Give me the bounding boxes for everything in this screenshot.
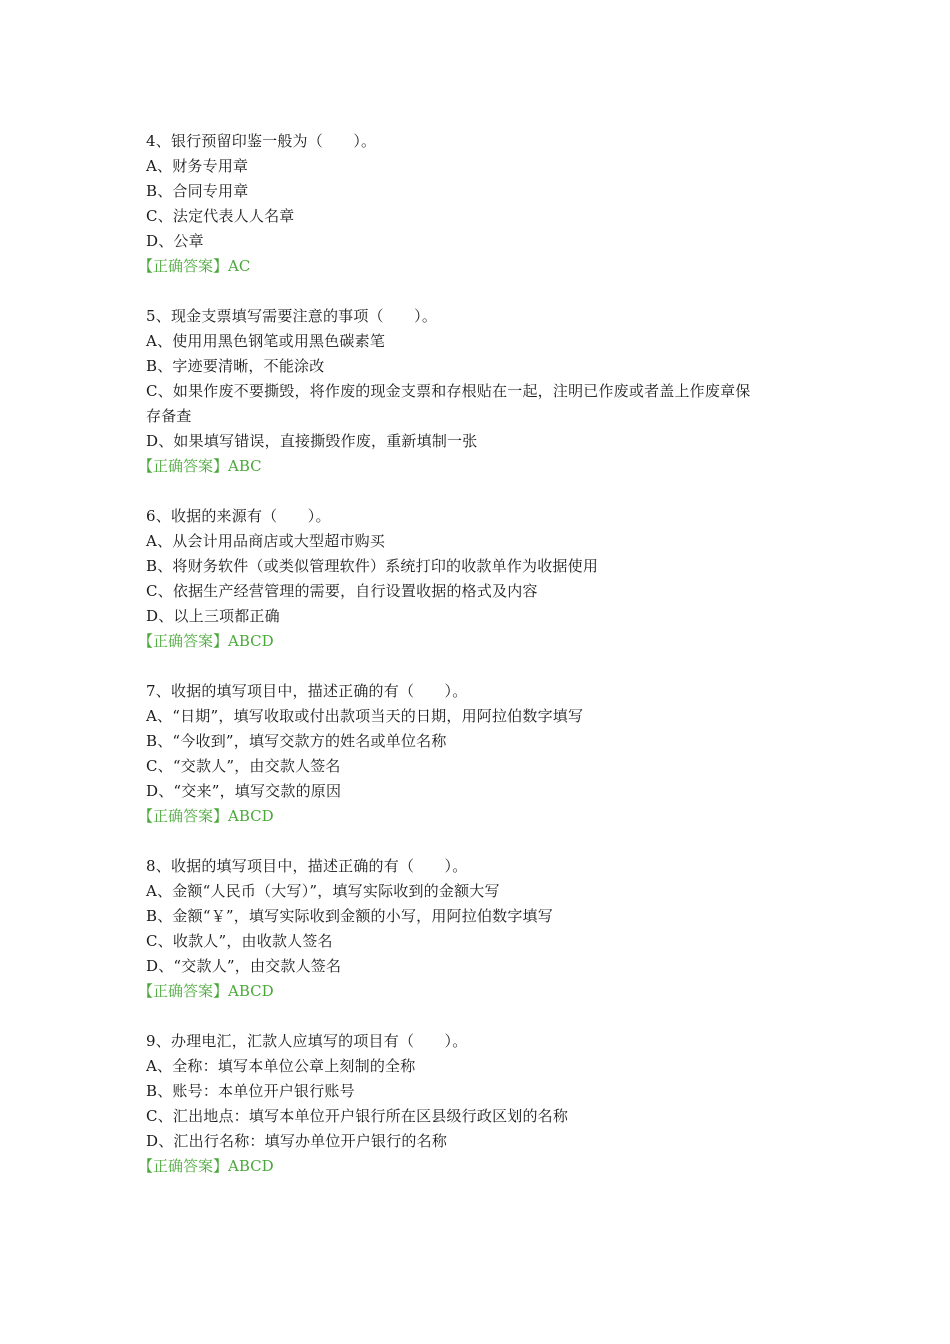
correct-answer: 【正确答案】AC [138, 257, 251, 275]
option-b: B、“今收到”，填写交款方的姓名或单位名称 [146, 732, 447, 750]
option-c: C、依据生产经营管理的需要，自行设置收据的格式及内容 [146, 582, 538, 600]
question-5 [138, 304, 826, 479]
correct-answer: 【正确答案】ABCD [138, 807, 274, 825]
question-stem: 7、收据的填写项目中，描述正确的有（ ）。 [146, 682, 468, 700]
question-7 [138, 679, 826, 829]
option-c: C、汇出地点：填写本单位开户银行所在区县级行政区划的名称 [146, 1107, 569, 1125]
option-d: D、汇出行名称：填写办单位开户银行的名称 [146, 1132, 448, 1150]
option-c: C、收款人”，由收款人签名 [146, 932, 333, 950]
question-stem: 5、现金支票填写需要注意的事项（ ）。 [146, 307, 438, 325]
option-d: D、“交款人”，由交款人签名 [146, 957, 342, 975]
correct-answer: 【正确答案】ABC [138, 457, 262, 475]
option-d: D、如果填写错误，直接撕毁作废，重新填制一张 [146, 432, 478, 450]
option-c: C、法定代表人人名章 [146, 207, 295, 225]
question-stem: 9、办理电汇，汇款人应填写的项目有（ ）。 [146, 1032, 468, 1050]
option-a: A、使用用黑色钢笔或用黑色碳素笔 [146, 332, 386, 350]
correct-answer: 【正确答案】ABCD [138, 982, 274, 1000]
option-d: D、“交来”，填写交款的原因 [146, 782, 342, 800]
option-b: B、将财务软件（或类似管理软件）系统打印的收款单作为收据使用 [146, 557, 599, 575]
option-c: C、“交款人”，由交款人签名 [146, 757, 341, 775]
correct-answer: 【正确答案】ABCD [138, 632, 274, 650]
option-b: B、合同专用章 [146, 182, 249, 200]
option-b: B、金额“￥”，填写实际收到金额的小写，用阿拉伯数字填写 [146, 907, 553, 925]
question-6 [138, 504, 826, 654]
question-8 [138, 854, 826, 1004]
option-b: B、账号：本单位开户银行账号 [146, 1082, 355, 1100]
option-c-continued: 存备查 [146, 407, 192, 425]
question-9 [138, 1029, 826, 1179]
option-a: A、财务专用章 [146, 157, 249, 175]
option-a: A、全称：填写本单位公章上刻制的全称 [146, 1057, 416, 1075]
document-page [138, 129, 826, 1204]
option-a: A、金额“人民币（大写）”，填写实际收到的金额大写 [146, 882, 500, 900]
option-c: C、如果作废不要撕毁，将作废的现金支票和存根贴在一起，注明已作废或者盖上作废章保 [146, 382, 751, 400]
option-a: A、从会计用品商店或大型超市购买 [146, 532, 386, 550]
question-stem: 6、收据的来源有（ ）。 [146, 507, 331, 525]
question-stem: 8、收据的填写项目中，描述正确的有（ ）。 [146, 857, 468, 875]
question-4 [138, 129, 826, 279]
correct-answer: 【正确答案】ABCD [138, 1157, 274, 1175]
option-b: B、字迹要清晰，不能涂改 [146, 357, 325, 375]
option-d: D、以上三项都正确 [146, 607, 280, 625]
question-stem: 4、银行预留印鉴一般为（ ）。 [146, 132, 377, 150]
option-d: D、公章 [146, 232, 204, 250]
option-a: A、“日期”，填写收取或付出款项当天的日期，用阿拉伯数字填写 [146, 707, 584, 725]
